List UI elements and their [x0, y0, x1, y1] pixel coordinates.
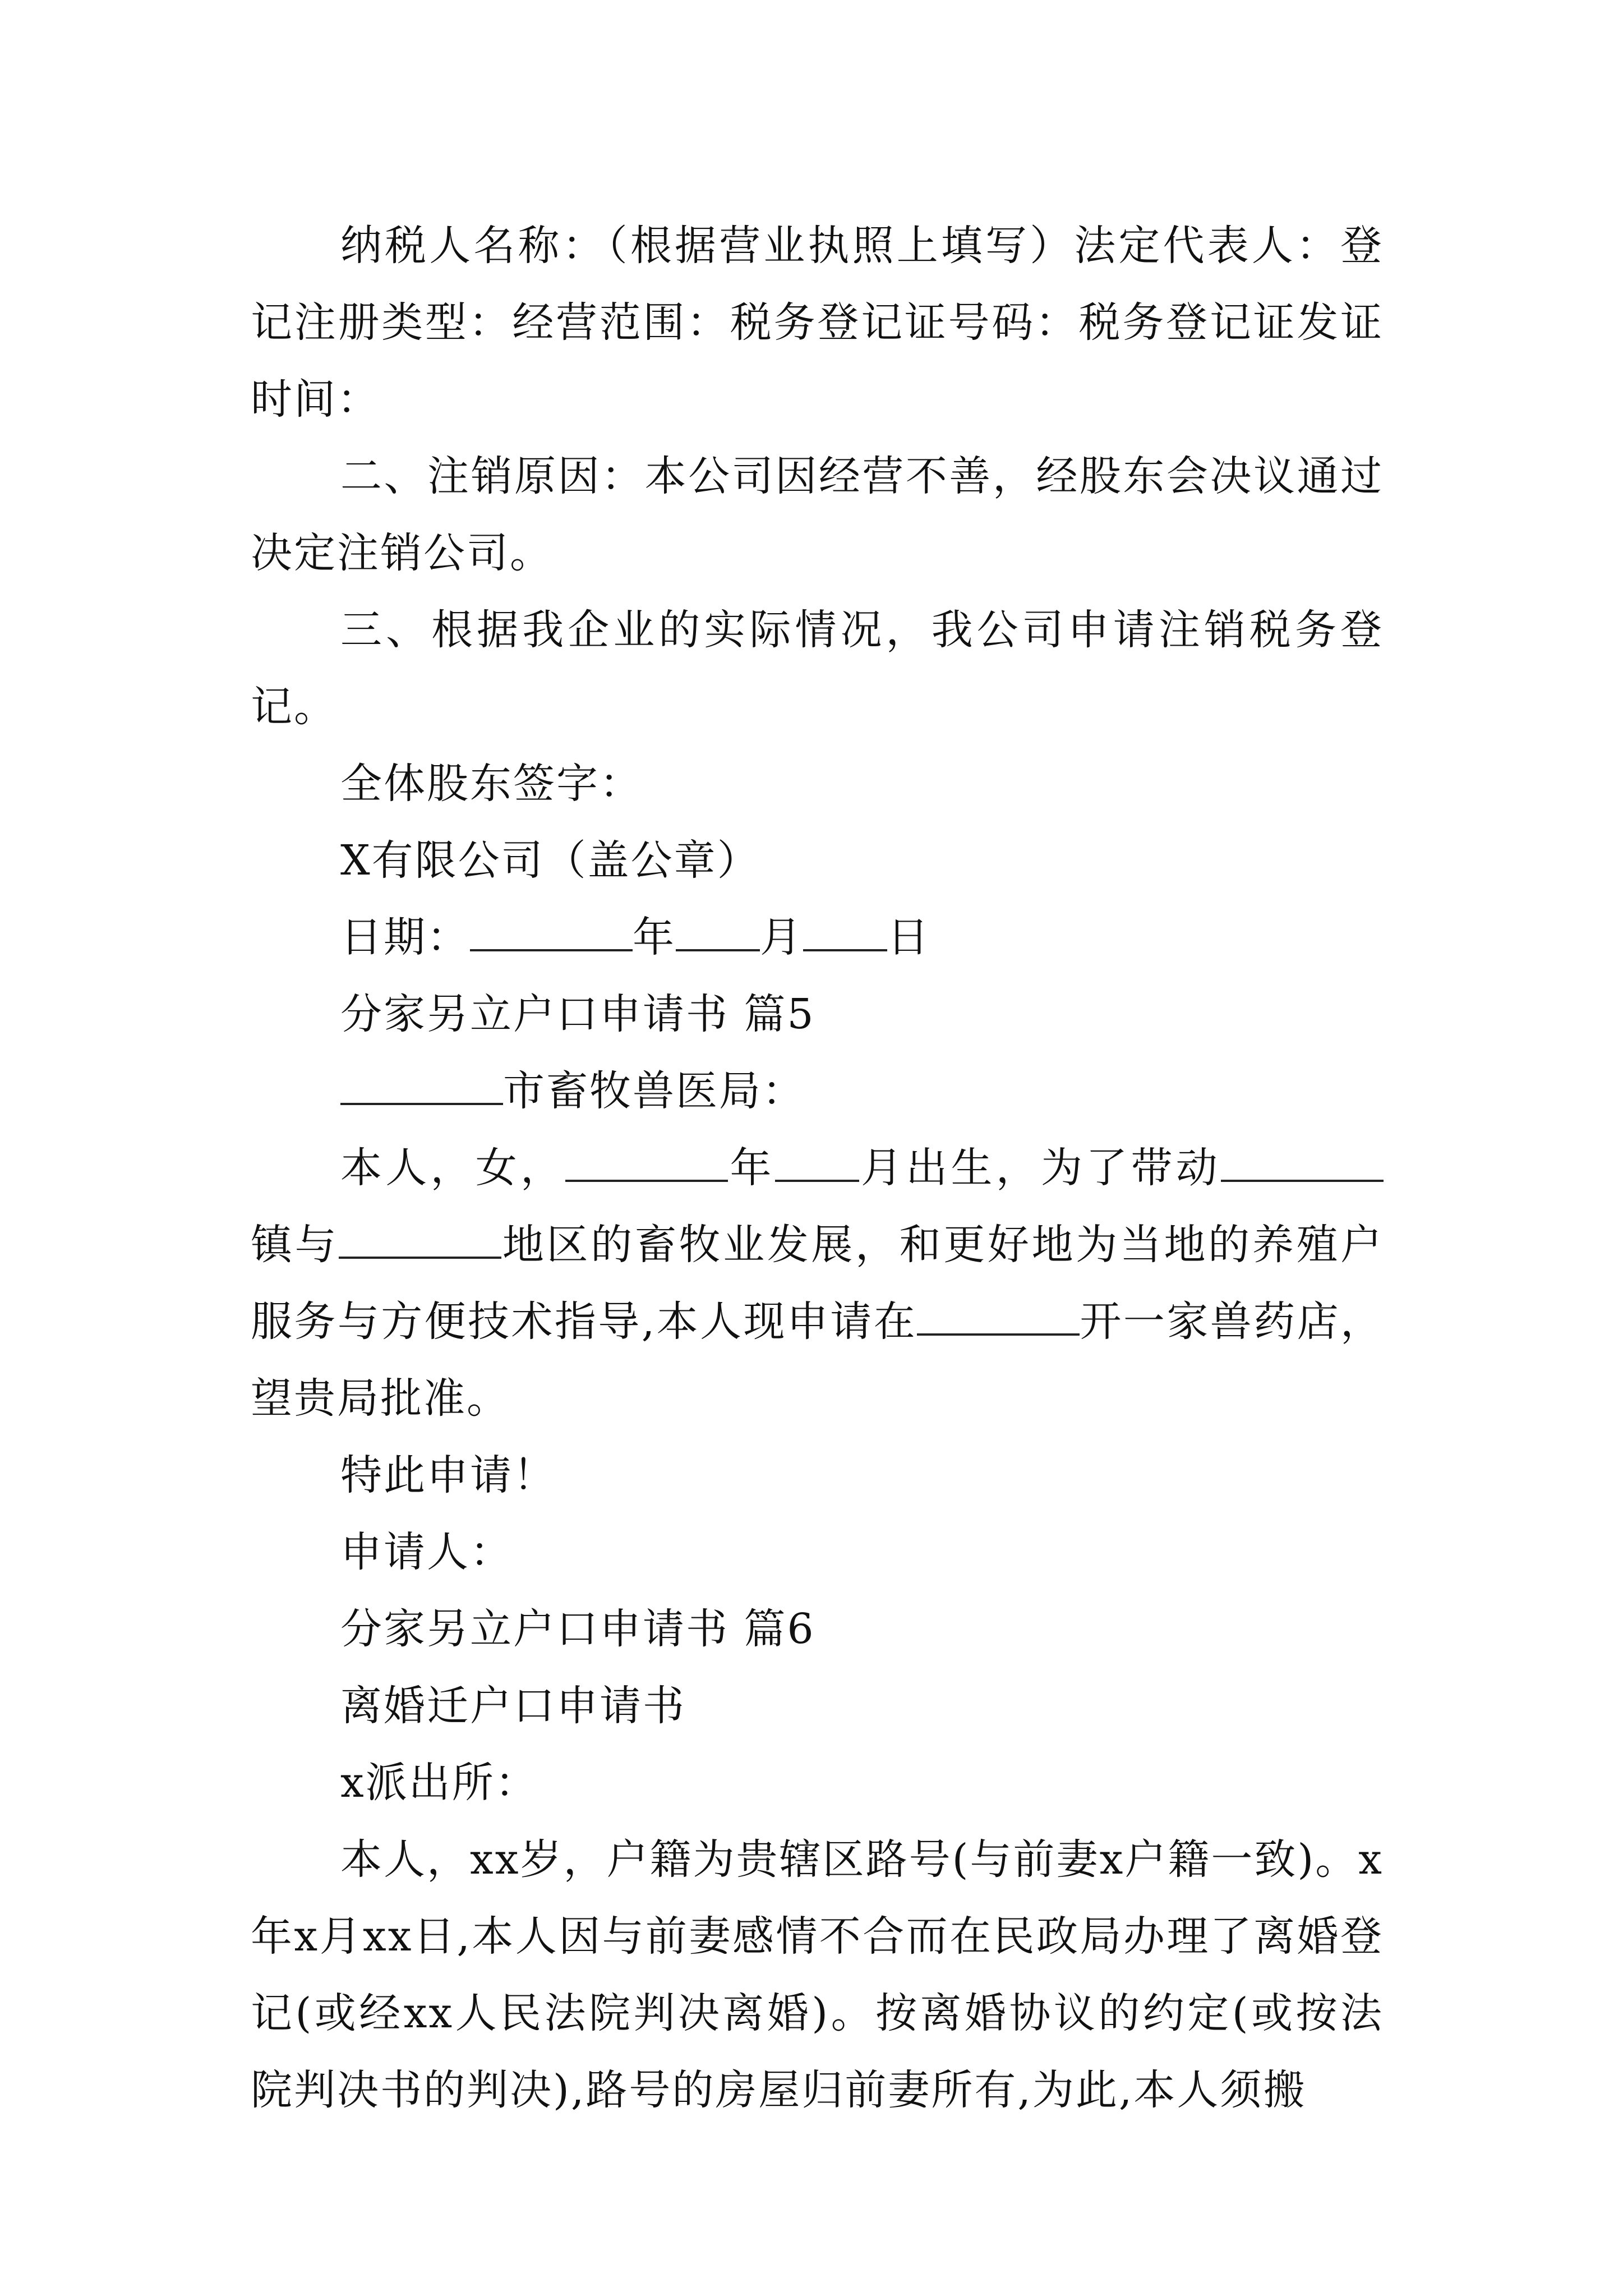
- month-blank: [676, 914, 760, 951]
- section-heading-6: 分家另立户口申请书 篇6: [340, 1605, 815, 1653]
- taxpayer-info-paragraph: 纳税人名称：（根据营业执照上填写）法定代表人：登记注册类型：经营范围：税务登记证号码：税务登记证发证时间：: [251, 222, 1384, 424]
- bureau-name-blank: [340, 1068, 503, 1105]
- application-body-5: [251, 1130, 1384, 1437]
- section-heading-5: 分家另立户口申请书 篇5: [340, 990, 815, 1038]
- body5-text-1: 本人，女，: [340, 1144, 566, 1192]
- day-label: 日: [887, 913, 930, 961]
- application-body-6: 本人，xx岁，户籍为贵辖区路号(与前妻x户籍一致)。x年x月xx日,本人因与前妻感情不合而在民政局办理了离婚登记(或经xx人民法院判决离婚)。按离婚协议的约定(或按法院判决书的判决),路号的房屋归前妻所有,为此,本人须搬: [251, 1835, 1384, 2114]
- birth-month-blank: [775, 1145, 859, 1182]
- subtitle-6: 离婚迁户口申请书: [340, 1682, 686, 1730]
- cancellation-reason-paragraph: 二、注销原因：本公司因经营不善，经股东会决议通过决定注销公司。: [251, 452, 1384, 577]
- year-blank: [470, 914, 633, 951]
- location-blank: [917, 1299, 1080, 1336]
- day-blank: [803, 914, 887, 951]
- body5-text-3: 月出生，为了带动: [859, 1144, 1221, 1192]
- date-label: 日期：: [340, 913, 470, 961]
- year-label: 年: [633, 913, 676, 961]
- applicant-line-5: 申请人：: [340, 1528, 513, 1576]
- addressee-suffix: 市畜牧兽医局：: [503, 1067, 805, 1115]
- body5-text-4: 镇与: [251, 1221, 339, 1269]
- shareholder-signature-line: 全体股东签字：: [340, 760, 643, 808]
- document-body: [251, 208, 1384, 2129]
- closing-line-5: 特此申请！: [340, 1451, 556, 1499]
- application-statement-paragraph: 三、根据我企业的实际情况，我公司申请注销税务登记。: [251, 606, 1384, 731]
- month-label: 月: [760, 913, 803, 961]
- company-seal-line: X有限公司（盖公章）: [340, 836, 760, 885]
- birth-year-blank: [565, 1145, 728, 1182]
- body5-text-6: 开一家兽药店，望贵局批准。: [251, 1297, 1384, 1423]
- body5-text-2: 年: [728, 1144, 775, 1192]
- addressee-line-6: x派出所：: [340, 1759, 538, 1807]
- body5-text-5: 地区的畜牧业发展，和更好地为当地的养殖户服务与方便技术指导,本人现申请在: [251, 1221, 1384, 1346]
- addressee-line-5: [251, 1053, 1384, 1130]
- date-line: [251, 899, 1384, 976]
- region-blank: [339, 1222, 501, 1259]
- town-blank: [1221, 1145, 1384, 1182]
